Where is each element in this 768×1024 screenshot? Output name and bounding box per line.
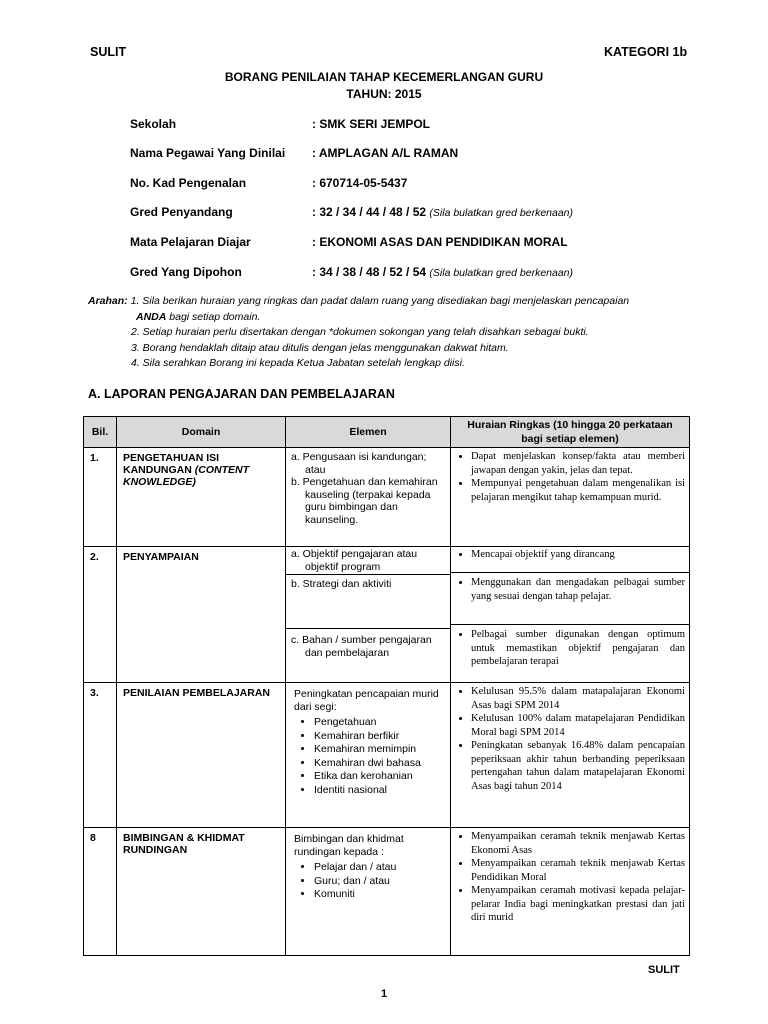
list-item: • Mempunyai pengetahuan dalam mengenalikan isi pelajaran mengikut tahap kemampuan murid. (471, 477, 685, 504)
instruction-3: 3. Borang hendaklah ditaip atau ditulis dengan jelas menggunakan dakwat hitam. (131, 341, 509, 354)
field-label-kad: No. Kad Pengenalan (130, 176, 247, 190)
instructions (88, 294, 688, 372)
list-item: • Kelulusan 100% dalam matapelajaran Pendidikan Moral bagi SPM 2014 (471, 712, 685, 739)
instruction-1: 1. Sila berikan huraian yang ringkas dan padat dalam ruang yang disediakan bagi menjelaskan pencapaian (130, 295, 630, 307)
elemen-intro: Bimbingan dan khidmat rundingan kepada : (294, 833, 404, 858)
row-huraian (451, 448, 690, 547)
table-row (84, 547, 690, 683)
instruction-2: 2. Setiap huraian perlu disertakan dengan *dokumen sokongan yang telah disahkan sebagai bukti. (131, 326, 589, 338)
row-elemen (286, 547, 451, 683)
list-item: • Menyampaikan ceramah teknik menjawab Kertas Ekonomi Asas (471, 830, 685, 857)
field-label-gred-penyandang: Gred Penyandang (130, 205, 233, 219)
field-label-mata-pelajaran: Mata Pelajaran Diajar (130, 235, 251, 249)
row-bil: 1. (84, 448, 117, 547)
list-item: • Mencapai objektif yang dirancang (471, 548, 685, 562)
field-value-nama: : AMPLAGAN A/L RAMAN (312, 146, 459, 160)
row-bil: 3. (84, 683, 117, 828)
field-label-gred-dipohon: Gred Yang Dipohon (130, 265, 242, 279)
header-kategori: KATEGORI 1b (604, 45, 688, 59)
instruction-1-rest: bagi setiap domain. (169, 310, 261, 323)
list-item: • Kemahiran berfikir (314, 730, 446, 744)
list-item: • Peningkatan sebanyak 16.48% dalam pencapaian peperiksaan akhir tahun berbanding peperiksaan pertengahan tahun dalam matapelajaran Ekonomi Asas bagi tahun 2014 (471, 739, 685, 793)
elemen-c: c. Bahan / sumber pengajaran dan pembelajaran (291, 634, 432, 659)
table-header-row (84, 417, 690, 448)
field-value-sekolah: : SMK SERI JEMPOL (312, 117, 431, 131)
field-note: (Sila bulatkan gred berkenaan) (429, 207, 574, 219)
elemen-a: a. Pengusaan isi kandungan; atau (291, 451, 427, 476)
row-domain: PENILAIAN PEMBELAJARAN (117, 683, 286, 828)
list-item: • Kelulusan 95.5% dalam matapalajaran Ekonomi Asas bagi SPM 2014 (471, 685, 685, 712)
row-elemen (286, 828, 451, 956)
row-elemen (286, 448, 451, 547)
row-elemen (286, 683, 451, 828)
list-item: • Pengetahuan (314, 716, 446, 730)
instructions-label: Arahan: (88, 295, 128, 307)
header-huraian: Huraian Ringkas (10 hingga 20 perkataan bagi setiap elemen) (451, 417, 690, 448)
field-value-mata-pelajaran: : EKONOMI ASAS DAN PENDIDIKAN MORAL (312, 235, 568, 249)
row-bil: 8 (84, 828, 117, 956)
instruction-4: 4. Sila serahkan Borang ini kepada Ketua Jabatan setelah lengkap diisi. (131, 357, 465, 369)
row-huraian (451, 683, 690, 828)
list-item: • Pelajar dan / atau (314, 861, 446, 875)
header-domain: Domain (117, 417, 286, 448)
row-bil: 2. (84, 547, 117, 683)
list-item: • Pelbagai sumber digunakan dengan optimum untuk memastikan objektif pengajaran dan pembelajaran terapai (471, 628, 685, 669)
list-item: • Komuniti (314, 888, 446, 902)
header-elemen: Elemen (286, 417, 451, 448)
list-item: • Guru; dan / atau (314, 875, 446, 889)
row-huraian (451, 828, 690, 956)
list-item: • Dapat menjelaskan konsep/fakta atau memberi jawapan dengan yakin, jelas dan tepat. (471, 450, 685, 477)
field-value-gred-penyandang: : 32 / 34 / 44 / 48 / 52 (Sila bulatkan gred berkenaan) (312, 205, 574, 219)
field-value-gred-dipohon: : 34 / 38 / 48 / 52 / 54 (Sila bulatkan gred berkenaan) (312, 265, 574, 279)
page-number: 1 (380, 988, 388, 1000)
list-item: • Identiti nasional (314, 784, 446, 798)
table-row (84, 448, 690, 547)
assessment-table (83, 416, 690, 956)
list-item: • Kemahiran memimpin (314, 743, 446, 757)
table-row (84, 828, 690, 956)
header-bil: Bil. (84, 417, 117, 448)
row-huraian (451, 547, 690, 683)
row-domain: BIMBINGAN & KHIDMAT RUNDINGAN (117, 828, 286, 956)
form-year: TAHUN: 2015 (346, 87, 422, 101)
field-label-nama: Nama Pegawai Yang Dinilai (130, 146, 286, 160)
form-title: BORANG PENILAIAN TAHAP KECEMERLANGAN GURU (224, 70, 544, 84)
list-item: • Kemahiran dwi bahasa (314, 757, 446, 771)
field-note: (Sila bulatkan gred berkenaan) (429, 267, 574, 279)
row-domain: PENYAMPAIAN (117, 547, 286, 683)
table-row (84, 683, 690, 828)
list-item: • Menyampaikan ceramah motivasi kepada pelajar-pelarar India bagi meningkatkan prestasi dan jati diri murid (471, 884, 685, 925)
row-domain: PENGETAHUAN ISI KANDUNGAN (CONTENT KNOWLEDGE) (117, 448, 286, 547)
header-sulit: SULIT (90, 45, 127, 59)
elemen-b: b. Strategi dan aktiviti (291, 578, 392, 590)
section-title: A. LAPORAN PENGAJARAN DAN PEMBELAJARAN (88, 387, 395, 401)
field-value-kad: : 670714-05-5437 (312, 176, 408, 190)
elemen-b: b. Pengetahuan dan kemahiran kauseling (terpakai kepada guru bimbingan dan kaunseling. (291, 476, 438, 526)
elemen-a: a. Objektif pengajaran atau objektif program (291, 548, 418, 573)
list-item: • Menyampaikan ceramah teknik menjawab Kertas Pendidikan Moral (471, 857, 685, 884)
list-item: • Etika dan kerohanian (314, 770, 446, 784)
field-label-sekolah: Sekolah (130, 117, 177, 131)
elemen-intro: Peningkatan pencapaian murid dari segi: (294, 688, 439, 713)
row-domain-italic: (CONTENT KNOWLEDGE) (123, 464, 250, 488)
instruction-1-bold: ANDA (136, 310, 167, 323)
list-item: • Menggunakan dan mengadakan pelbagai sumber yang sesuai dengan tahap pelajar. (471, 576, 685, 603)
footer-sulit: SULIT (648, 964, 680, 976)
